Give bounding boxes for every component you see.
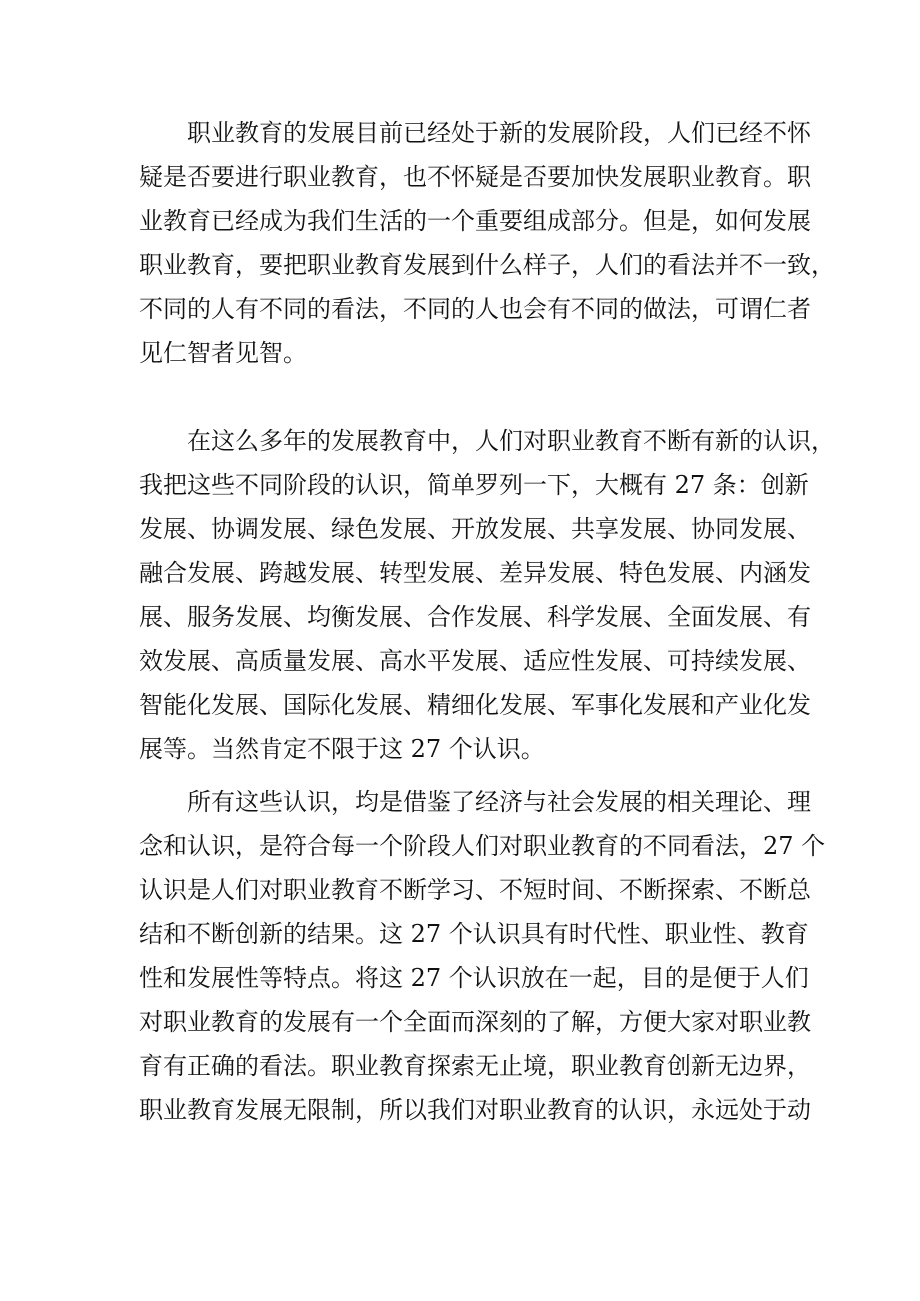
paragraph-1: [139, 111, 835, 375]
paragraph-2: [139, 419, 835, 771]
paragraph-3: [139, 780, 826, 1132]
paragraph-line: 不同的人有不同的看法，不同的人也会有不同的做法，可谓仁者: [139, 295, 811, 323]
paragraph-line: 效发展、高质量发展、高水平发展、适应性发展、可持续发展、: [139, 647, 811, 675]
paragraph-line: 疑是否要进行职业教育，也不怀疑是否要加快发展职业教育。职: [139, 163, 811, 191]
paragraph-line: 融合发展、跨越发展、转型发展、差异发展、特色发展、内涵发: [139, 559, 811, 587]
paragraph-line: 发展、协调发展、绿色发展、开放发展、共享发展、协同发展、: [139, 515, 811, 543]
paragraph-line: 业教育已经成为我们生活的一个重要组成部分。但是，如何发展: [139, 207, 811, 235]
paragraph-line: 育有正确的看法。职业教育探索无止境，职业教育创新无边界，: [139, 1052, 811, 1080]
paragraph-line: 职业教育的发展目前已经处于新的发展阶段，人们已经不怀: [139, 119, 811, 147]
paragraph-line: 职业教育，要把职业教育发展到什么样子，人们的看法并不一致，: [139, 251, 835, 279]
paragraph-line: 展、服务发展、均衡发展、合作发展、科学发展、全面发展、有: [139, 603, 811, 631]
paragraph-line: 念和认识，是符合每一个阶段人们对职业教育的不同看法，27 个: [139, 832, 826, 860]
paragraph-line: 认识是人们对职业教育不断学习、不短时间、不断探索、不断总: [139, 876, 811, 904]
paragraph-line: 我把这些不同阶段的认识，简单罗列一下，大概有 27 条：创新: [139, 471, 809, 499]
paragraph-line: 展等。当然肯定不限于这 27 个认识。: [139, 735, 545, 763]
paragraph-line: 性和发展性等特点。将这 27 个认识放在一起，目的是便于人们: [139, 964, 809, 992]
paragraph-line: 见仁智者见智。: [139, 339, 307, 367]
paragraph-line: 智能化发展、国际化发展、精细化发展、军事化发展和产业化发: [139, 691, 811, 719]
paragraph-line: 结和不断创新的结果。这 27 个认识具有时代性、职业性、教育: [139, 920, 809, 948]
paragraph-line: 所有这些认识，均是借鉴了经济与社会发展的相关理论、理: [139, 788, 811, 816]
paragraph-line: 职业教育发展无限制，所以我们对职业教育的认识，永远处于动: [139, 1096, 811, 1124]
paragraph-line: 在这么多年的发展教育中，人们对职业教育不断有新的认识，: [139, 427, 835, 455]
paragraph-line: 对职业教育的发展有一个全面而深刻的了解，方便大家对职业教: [139, 1008, 811, 1036]
